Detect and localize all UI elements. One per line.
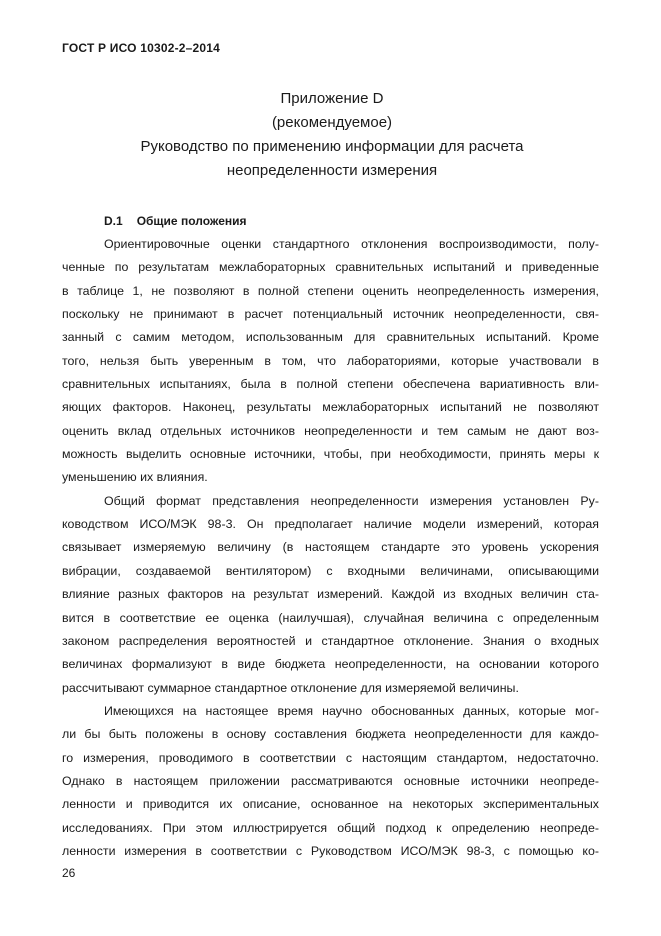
text-line: сравнительных испытаниях, была в полной степени обеспечена вариативность вли- [62,377,599,392]
text-line: влияние разных факторов на результат измерений. Каждой из входных величин ста- [62,587,599,602]
appendix-status: (рекомендуемое) [271,114,393,131]
text-line: ководством ИСО/МЭК 98-3. Он предполагает наличие модели измерений, которая [62,517,599,532]
text-line: Однако в настоящем приложении рассматриваются основные источники неопреде- [62,773,599,788]
text-line: поскольку не принимают в расчет потенциальный источник неопределенности, свя- [62,307,599,322]
appendix-heading-line-2: неопределенности измерения [226,162,438,179]
text-line: Имеющихся на настоящее время научно обоснованных данных, которые мог- [104,703,599,718]
page-number: 26 [62,866,76,880]
appendix-title: Приложение D [280,90,384,107]
text-line: Ориентировочные оценки стандартного отклонения воспроизводимости, полу- [104,237,599,251]
appendix-title-block [62,87,602,183]
text-line: законом распределения вероятностей и стандартное отклонение. Знания о входных [62,633,599,648]
text-line: вибрации, создаваемой вентилятором) с входными величинами, описывающими [62,563,599,578]
standard-designation: ГОСТ Р ИСО 10302-2–2014 [62,41,221,55]
text-line: исследованиях. При этом иллюстрируется общий подход к определению неопреде- [62,820,599,835]
section-heading [104,214,247,228]
paragraph [62,233,599,490]
text-line: величинах формализуют в виде бюджета неопределенности, на основании которого [62,657,599,672]
text-line: ли бы быть положены в основу составления бюджета неопределенности для каждо- [62,727,599,742]
appendix-heading-line-1: Руководство по применению информации для расчета [140,138,524,155]
text-line: ченные по результатам межлабораторных сравнительных испытаний и приведенные [62,260,599,275]
text-line: го измерения, проводимого в соответствии с настоящим стандартом, недостаточно. [62,750,599,765]
paragraph [62,700,599,863]
text-line: вится в соответствие ее оценка (наилучшая), случайная величина с определенным [62,610,599,625]
section-number: D.1 [104,214,123,228]
text-line: в таблице 1, не позволяют в полной степени оценить неопределенность измерения, [62,283,599,298]
text-line: Общий формат представления неопределенности измерения установлен Ру- [104,493,599,508]
text-line: уменьшению их влияния. [62,470,208,485]
text-line: ленности измерения в соответствии с Руководством ИСО/МЭК 98-3, с помощью ко- [62,843,599,858]
text-line: ленности и приводится их описание, основанное на некоторых экспериментальных [62,797,599,812]
text-line: того, нельзя быть уверенным в том, что лабораториями, которые участвовали в [62,353,599,368]
text-line: рассчитывают суммарное стандартное отклонение для измеряемой величины. [62,680,519,695]
text-line: можность выделить основные источники, чтобы, при необходимости, принять меры к [62,447,599,462]
text-line: оценить вклад отдельных источников неопределенности и тем самым не дают воз- [62,423,599,438]
paragraph [62,490,599,700]
text-line: связывает измеряемую величину (в настоящем стандарте это уровень ускорения [62,540,599,555]
section-title: Общие положения [136,214,247,228]
body-text [62,233,599,863]
text-line: занный с самим методом, использованным для сравнительных испытаний. Кроме [62,330,599,345]
text-line: яющих факторов. Наконец, результаты межлабораторных испытаний не позволяют [62,400,599,415]
